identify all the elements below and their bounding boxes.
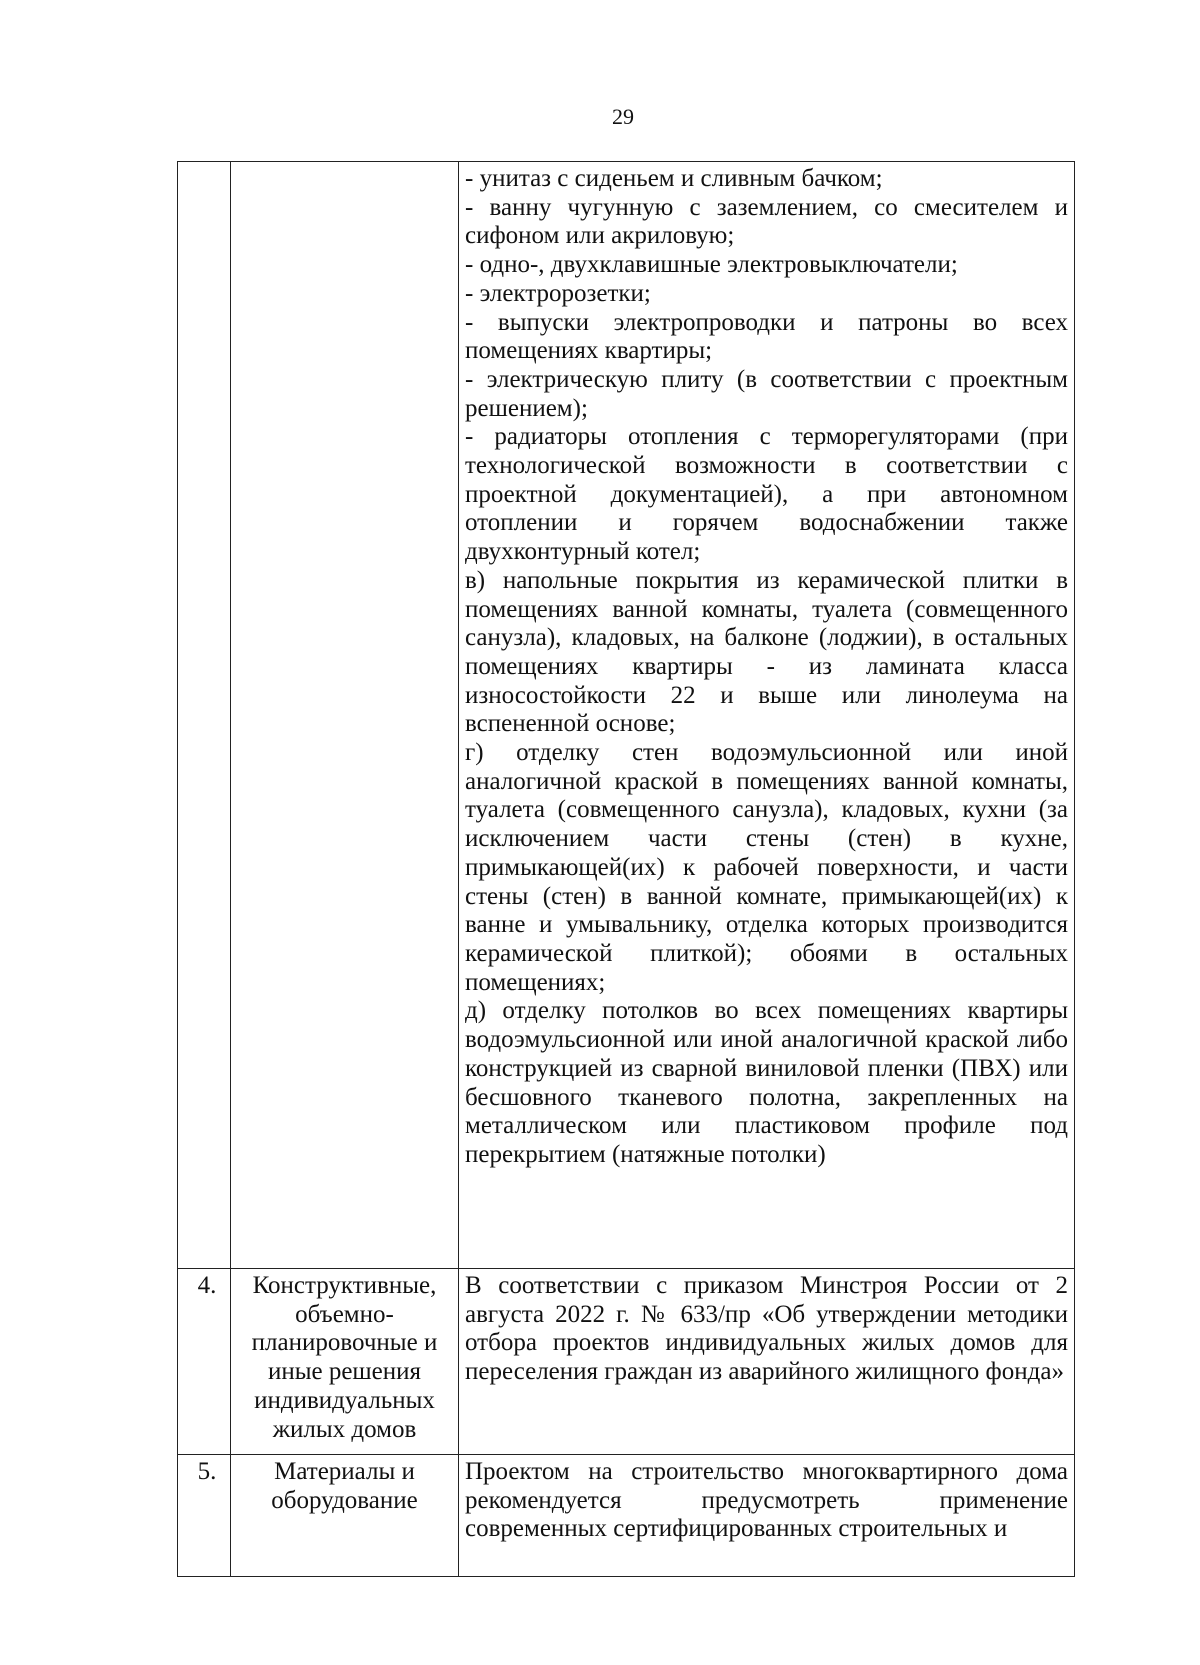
description-paragraph: - одно-, двухклавишные электровыключатели; — [465, 251, 958, 279]
description-paragraph: в) напольные покрытия из керамической плитки в помещениях ванной комнаты, туалета (совмещенного санузла), кладовых, на балконе (лоджии), в остальных помещениях квартиры - из ламината класса износостойкости 22 и выше или линолеума на вспененной основе; — [465, 566, 1068, 738]
row-number-cell: 4. — [178, 1269, 231, 1455]
table-row — [178, 1455, 1075, 1577]
table-row — [178, 1269, 1075, 1455]
document-table — [177, 161, 1075, 1577]
description-paragraph: - радиаторы отопления с терморегуляторами (при технологической возможности в соответствии с проектной документацией), а при автономном отоплении и горячем водоснабжении также двухконтурный котел; — [465, 423, 1068, 566]
row-name-cell: Материалы и оборудование — [231, 1455, 459, 1577]
description-paragraph: д) отделку потолков во всех помещениях квартиры водоэмульсионной или иной аналогичной краской либо конструкцией из сварной виниловой пленки (ПВХ) или бесшовного тканевого полотна, закрепленных на металлическом или пластиковом профиле под перекрытием (натяжные потолки) — [465, 997, 1068, 1168]
description-paragraph: В соответствии с приказом Минстроя России от 2 августа 2022 г. № 633/пр «Об утверждении методики отбора проектов индивидуальных жилых домов для переселения граждан из аварийного жилищного фонда» — [465, 1272, 1068, 1386]
description-paragraph: Проектом на строительство многоквартирного дома рекомендуется предусмотреть применение современных сертифицированных строительных и — [465, 1458, 1068, 1543]
table-row — [178, 162, 1075, 1269]
description-paragraph: - электрическую плиту (в соответствии с проектным решением); — [465, 365, 1068, 422]
description-paragraph: г) отделку стен водоэмульсионной или иной аналогичной краской в помещениях ванной комнаты, туалета (совмещенного санузла), кладовых, кухни (за исключением части стены (стен) в кухне, примыкающей(их) к рабочей поверхности, и части стены (стен) в ванной комнате, примыкающей(их) к ванне и умывальнику, отделка которых производится керамической плиткой); обоями в остальных помещениях; — [465, 739, 1068, 996]
description-paragraph: - электророзетки; — [465, 279, 651, 307]
page-number: 29 — [612, 104, 634, 129]
row-description-cell — [459, 1455, 1075, 1577]
description-paragraph: - унитаз с сиденьем и сливным бачком; — [465, 165, 883, 192]
row-description-cell — [459, 1269, 1075, 1455]
row-name-cell — [231, 162, 459, 1269]
description-paragraph: - ванну чугунную с заземлением, со смесителем и сифоном или акриловую; — [465, 193, 1068, 250]
row-description-cell — [459, 162, 1075, 1269]
row-number-cell: 5. — [178, 1455, 231, 1577]
description-paragraph: - выпуски электропроводки и патроны во всех помещениях квартиры; — [465, 308, 1068, 365]
row-number-cell — [178, 162, 231, 1269]
row-name-cell: Конструктивные, объемно-планировочные и иные решения индивидуальных жилых домов — [231, 1269, 459, 1455]
